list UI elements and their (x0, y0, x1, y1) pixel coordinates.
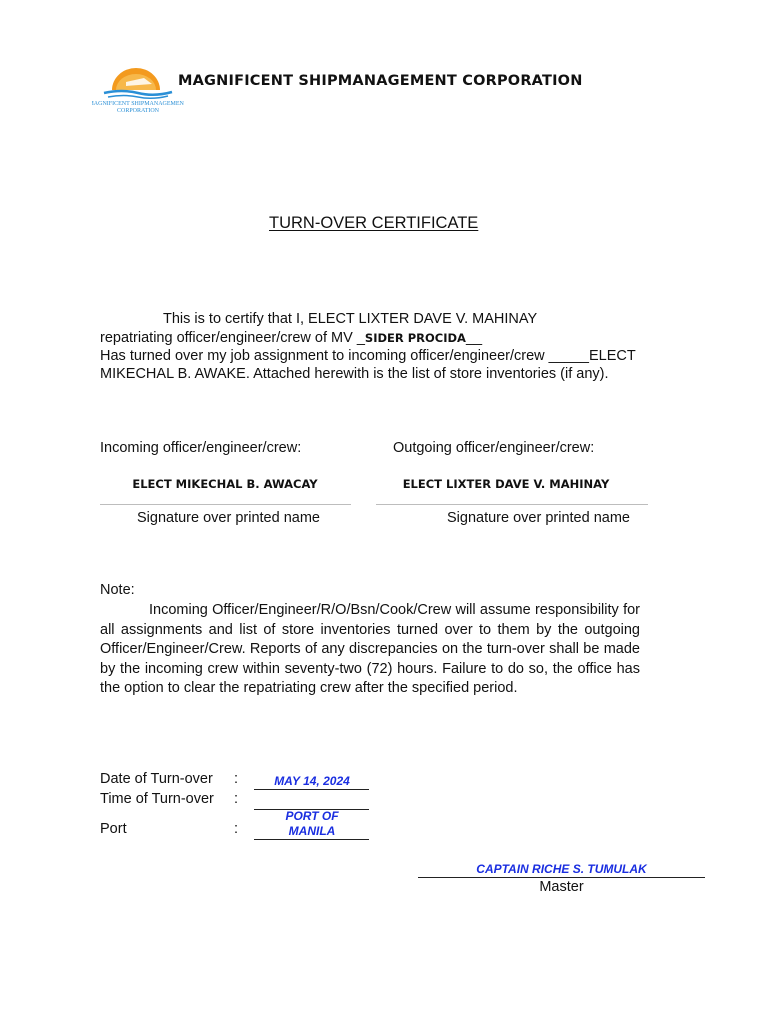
company-logo (92, 60, 184, 118)
date-label: Date of Turn-over (100, 771, 213, 787)
note-label: Note: (100, 582, 135, 598)
note-text: Incoming Officer/Engineer/R/O/Bsn/Cook/Crew will assume responsibility for all assignments and list of store inventories turned over to them by the outgoing Officer/Engineer/Crew. Reports of any discrepancies on the turn-over shall be made by the incoming crew within seventy-two (72) hours. Failure to do so, the office has the option to clear the repatriating crew after the specified period. (100, 602, 640, 696)
date-value: MAY 14, 2024 (274, 774, 350, 788)
company-name: MAGNIFICENT SHIPMANAGEMENT CORPORATION (178, 73, 583, 89)
certification-line-4: MIKECHAL B. AWAKE. Attached herewith is the list of store inventories (if any). (100, 366, 609, 382)
logo-text-line1: MAGNIFICENT SHIPMANAGEMENT (92, 101, 184, 107)
outgoing-signature-caption: Signature over printed name (447, 510, 630, 526)
time-label: Time of Turn-over (100, 791, 214, 807)
port-underline (254, 839, 369, 840)
time-colon: : (234, 791, 239, 807)
incoming-signature-caption: Signature over printed name (137, 510, 320, 526)
outgoing-printed-name: ELECT LIXTER DAVE V. MAHINAY (402, 477, 610, 491)
incoming-signature-line (100, 504, 351, 505)
note-paragraph (100, 601, 640, 699)
master-title: Master (539, 879, 584, 895)
port-value-line2: MANILA (288, 824, 336, 838)
document-title: TURN-OVER CERTIFICATE (269, 214, 479, 232)
vessel-name: SIDER PROCIDA (364, 331, 466, 345)
incoming-printed-name: ELECT MIKECHAL B. AWACAY (132, 477, 318, 491)
certification-line-3: Has turned over my job assignment to incoming officer/engineer/crew _____ELECT (100, 348, 636, 364)
certification-line-1: This is to certify that I, ELECT LIXTER DAVE V. MAHINAY (163, 311, 538, 327)
port-value-line1: PORT OF (285, 809, 339, 823)
port-colon: : (234, 821, 239, 837)
master-signature-line (418, 877, 705, 878)
outgoing-signature-line (376, 504, 648, 505)
incoming-label: Incoming officer/engineer/crew: (100, 440, 302, 456)
port-label: Port (100, 821, 127, 837)
date-colon: : (234, 771, 239, 787)
certification-line-2-prefix: repatriating officer/engineer/crew of MV _ (100, 330, 365, 346)
master-name: CAPTAIN RICHE S. TUMULAK (476, 862, 647, 876)
date-underline (254, 789, 369, 790)
logo-text-line2: CORPORATION (116, 108, 160, 114)
ship-logo-icon (92, 60, 184, 118)
certification-line-2-suffix: __ (465, 330, 483, 346)
certification-line-2 (100, 330, 482, 346)
outgoing-label: Outgoing officer/engineer/crew: (393, 440, 595, 456)
